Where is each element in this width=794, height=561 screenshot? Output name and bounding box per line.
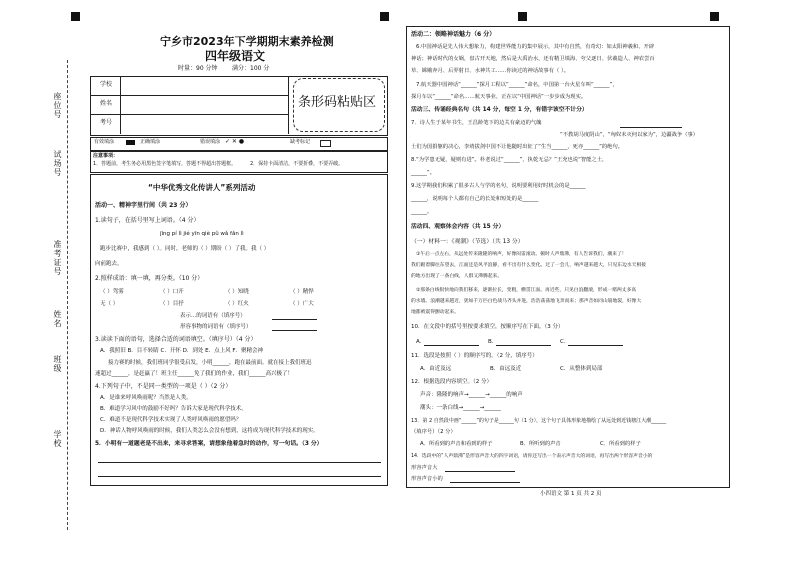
activity-4-heading: 活动四、观察体会内容（共 15 分） [411, 224, 505, 230]
registration-mark-top-left [71, 12, 80, 21]
q8-line-2: “不教胡马度阴山”，“匈奴未灭何以家为”，边疆战争（事） [560, 132, 699, 138]
answer-line-q14-loud[interactable] [445, 471, 515, 472]
question-2-category-1: 表示...的词语有（填序号） [180, 313, 246, 319]
idiom-4: （ ）精悍 [290, 289, 314, 295]
notice-item-2: 2．保持卡面清洁，不要折叠，不要弄破。 [250, 161, 344, 167]
passage-p1-line-3: 的地方出现了一条白线，人群又沸腾起来。 [411, 274, 503, 279]
material-1-title: （一）材料一：《观潮》（节选）（共 13 分） [411, 239, 524, 245]
question-12-sound: 声音：隆隆的响声→______→______的响声 [420, 392, 523, 398]
question-14-quiet: 形容声音小的 [411, 476, 443, 482]
question-4: 4.下列句子中，不是同一类型的一项是（ ）（2 分） [95, 383, 232, 390]
question-4-option-d: D．神话人物呼风唤雨的时候，我们人类怎么会没有想到，这将成为现代科学技术的现实。 [100, 428, 319, 434]
question-4-option-b: B．难道学习风中的鼓励不好吗？告诉大家是现代科学技术。 [100, 406, 247, 412]
question-3: 3.读读下面的语句，选择合适的词语填空。（填序号）（4 分） [95, 336, 257, 343]
exam-score: 满分：100 分 [232, 65, 270, 72]
q9-line-2: ______”。 [411, 170, 435, 176]
registration-mark-top-right-2 [710, 12, 719, 21]
q13-option-a: A．所看到的声音和看到的样子 [420, 441, 493, 447]
fill-sample-label: 有效填涂 [94, 139, 115, 145]
passage-p2-line-2: 的水墙。浪潮越来越近，犹如千万匹白色战马齐头并进，浩浩荡荡地飞奔而来；那声音如同山崩地裂，好像大 [411, 299, 642, 304]
question-2-category-2: 形容事物的词语有（填序号） [180, 324, 252, 330]
exam-subtitle: 四年级语文 [205, 49, 266, 63]
q9-line-1: 8.“为学患无疑，疑则有进”。朴老说过“______”，执乾无忌？”王充也说“智能之士， [411, 157, 608, 163]
question-14: 14．选段中的“人声鼎沸”是形容声音大的四字词语，请你还写出一个表示声音大的词语，再写出两个形容声音小的 [411, 454, 653, 459]
passage-p1-line-2: 我们踮着脚往东望去，江面还是风平浪静，看不出有什么变化。过了一会儿，响声越来越大，只见东边水天相接 [411, 263, 647, 268]
question-1-line-1: 跑步比赛中，我感到（ ）。同时，老师的（ ）期盼（ ）了我。我（ ） [100, 246, 270, 252]
q10b-option-a: A. [416, 339, 422, 345]
exam-time: 时量：90 分钟 [178, 65, 218, 72]
q7-line-1: 7.航天器中国神话“______”探月工程以“______”命名，中国第一台火星车叫“______”， [416, 82, 618, 88]
info-table-divider-v [288, 76, 289, 134]
q13-option-b: B．所听到的声音 [520, 441, 561, 447]
binding-line [67, 60, 68, 530]
sample-wrong-label: 错误填涂 [200, 139, 221, 145]
activity-1-heading: 活动一、精神字里行间（共 23 分） [95, 202, 192, 209]
side-label-seat: 座位号 [53, 92, 62, 119]
left-section-title: “中华优秀文化传讲人”系列活动 [148, 183, 256, 192]
question-1-line-2: 向前跑去。 [95, 261, 123, 267]
answer-line-q5-1[interactable] [98, 462, 381, 463]
info-table-label-divider [120, 76, 121, 134]
question-13-note: （填序号）（2 分） [411, 429, 456, 435]
q11-option-b: B．由远及近 [490, 366, 522, 372]
q10-line-3: ______。 [411, 209, 433, 215]
question-3-text-2: 速超过______，是赶赢了！班主任______免了我们的作业，我们______高兴极了！ [95, 371, 294, 377]
idiom-1: （ ）驾雾 [100, 289, 124, 295]
question-10b: 10．在文段中的括号里按要求填空，按顺序写在下面。（3 分） [411, 324, 564, 330]
q10b-option-b: B. [488, 339, 494, 345]
side-label-room: 试场号 [53, 150, 62, 177]
correct-fill-sample [126, 140, 135, 145]
side-label-school: 学校 [53, 430, 62, 448]
q10-line-1: 9.这学期我们积累了很多古人与学的名句，说明要利用好时机会的是______ [411, 183, 586, 189]
registration-mark-top-right-1 [518, 12, 527, 21]
q13-option-c: C．所看到的样子 [600, 441, 641, 447]
question-13: 13．第 2 自然段中画“______”的句子是______句（1 分），这个句子具体形象地描绘了从远处到近钱塘江大潮______ [411, 418, 667, 424]
info-row-divider-2 [90, 114, 288, 115]
activity-3-heading: 活动三、传诵经典名句（共 14 分，每空 1 分，有错字该空不计分） [411, 107, 588, 113]
info-row-divider-1 [90, 95, 288, 96]
sample-absent-label: 缺考标记 [290, 139, 311, 145]
answer-line-q5-2[interactable] [98, 476, 381, 477]
side-label-name: 姓名 [53, 310, 62, 328]
q6-line-3: 草、嫦娥奔月、后羿射日、水神共工……你读过的神话故事有（ ）。 [411, 68, 569, 74]
question-4-option-a: A．是谁来呼风唤雨呢？当然是人类。 [100, 395, 192, 401]
answer-line-q14-quiet[interactable] [450, 482, 520, 483]
field-name-label: 姓名 [100, 100, 113, 107]
field-name-input[interactable] [122, 97, 286, 112]
question-3-text-1: 接力赛的时候，我们班同学很受启发，小明______，跑在最前面。就在接上我们班迅 [108, 360, 312, 366]
idiom-8: （ ）广大 [290, 301, 314, 307]
absent-mark-box[interactable] [320, 140, 331, 147]
question-1-pinyin: jīng pí lì jié yīn qiè pǔ wǎ fǎn lì [160, 231, 244, 237]
question-12-tide: 潮头：一条白线→______→______ [420, 405, 501, 411]
q10-line-2: ______，说明每个人都有自己的长处和短处的是______ [411, 196, 539, 202]
barcode-label: 条形码粘贴区 [298, 95, 377, 110]
side-label-exam-id: 准考证号 [53, 240, 62, 276]
answer-line-q2-2[interactable] [272, 330, 317, 331]
q11-option-a: A．由近及远 [420, 366, 452, 372]
passage-p2-line-3: 地都被震得颤动起来。 [411, 310, 459, 315]
field-exam-id-label: 考号 [100, 119, 113, 126]
page-footer: 小四语文 第 1 页 共 2 页 [540, 491, 602, 497]
exam-title: 宁乡市2023年下学期期末素养检测 [160, 35, 334, 48]
notice-item-1: 1．答题前，考生务必用黑色签字笔填写，答题不得超出答题框。 [93, 161, 237, 167]
question-11: 11．选段是按照（ ）的顺序写的。（2 分，填序号） [411, 353, 538, 359]
notice-title: 注意事项： [93, 153, 119, 159]
passage-p1-line-1: ①午后一点左右，从远处传来隆隆的响声，好像闷雷滚动。顿时人声鼎沸，有人告诉我们，潮来了！ [416, 252, 627, 257]
q10b-option-c: C. [560, 339, 566, 345]
idiom-6: （ ）目抒 [160, 301, 184, 307]
q7-line-2: 探月车以“______”命名……航天事业，正在以“中国神话”一步步成为现实。 [411, 94, 587, 100]
idiom-5: 无（ ） [100, 301, 119, 307]
idiom-7: （ ）红火 [225, 301, 249, 307]
q6-line-1: 6.中国神话是先人伟大想象力，构建世界能力的集中展示，其中有自然，有奇幻：如太阳神羲和、开辟 [416, 44, 655, 50]
answer-line-q2-1[interactable] [272, 319, 317, 320]
question-1: 1.读句子，在括号里写上词语。（4 分） [95, 217, 200, 224]
question-12: 12．根据选段内容填空。（2 分） [411, 379, 492, 385]
question-4-option-c: C．难道不是现代科学技术实现了人类呼风唤雨的愿望吗？ [100, 417, 242, 423]
q11-option-c: C．从整体到局部 [560, 366, 603, 372]
field-school-input[interactable] [122, 78, 286, 93]
idiom-2: （ ）口开 [160, 289, 184, 295]
q6-line-2: 神话；神话时代的女娲，盘古开天地，然后是大禹治水，还有精卫填海、夸父逐日、伏羲造人、神农尝百 [411, 56, 655, 62]
answer-line-q8-1[interactable] [620, 127, 682, 128]
question-14-loud: 形容声音大 [411, 465, 438, 471]
field-exam-id-input[interactable] [122, 116, 286, 131]
question-3-options: A．我照旧 B．目不转睛 C．开怀 D．到处 E．点上风 F．聚精会神 [100, 348, 263, 354]
answer-line-q10b-c[interactable] [568, 345, 623, 346]
q8-line-3: 士们为国捐躯的决心，李靖拔剑中国不让他随时出征了“生当______，死亦______”的绝句。 [411, 144, 624, 150]
question-2: 2.照样成语：填一填，再分类。（10 分） [95, 275, 204, 282]
field-school-label: 学校 [100, 81, 113, 88]
answer-line-q10b-b[interactable] [496, 345, 551, 346]
idiom-3: （ ）知晓 [225, 289, 249, 295]
activity-2-heading: 活动二：领略神话魅力（6 分） [411, 31, 496, 38]
sample-wrong-marks: ✓ ✕ ● [225, 138, 245, 145]
side-label-class: 班级 [53, 355, 62, 373]
answer-line-q10b-a[interactable] [424, 345, 479, 346]
passage-p2-line-1: ②那条白线很快地向我们移来，逐渐拉长，变粗，横贯江面。再近些，只见白浪翻滚，形成一堵两丈多高 [416, 288, 637, 293]
sample-correct-label: 正确填涂 [140, 139, 161, 145]
q8-line-1: 7．诗人生于某年书生，王昌龄笔下的边关有豪迈的气魄 [411, 120, 542, 126]
question-5: 5．小明有一道题老是不出来，来寻求答案，请想象他着急时的动作，写一句话。（3 分） [95, 441, 323, 447]
registration-mark-top-middle [380, 12, 389, 21]
